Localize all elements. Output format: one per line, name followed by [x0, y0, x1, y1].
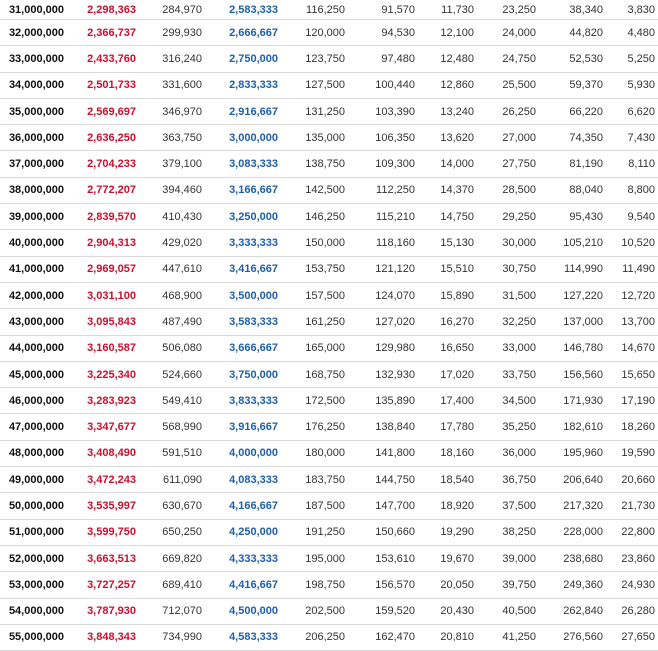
income-tax-cell: 114,990: [540, 256, 607, 282]
employment-insurance-cell: 28,500: [478, 177, 540, 203]
table-row: [0, 98, 658, 124]
monthly-net-pay-cell: 3,347,677: [68, 414, 140, 440]
monthly-net-pay-cell: 3,848,343: [68, 624, 140, 650]
health-insurance-cell: 153,610: [349, 545, 419, 571]
total-deduction-cell: 410,430: [140, 204, 206, 230]
annual-salary-cell: 54,000,000: [0, 598, 68, 624]
income-tax-cell: 156,560: [540, 361, 607, 387]
national-pension-cell: 161,250: [282, 309, 349, 335]
long-term-care-cell: 11,730: [419, 0, 478, 20]
long-term-care-cell: 14,370: [419, 177, 478, 203]
employment-insurance-cell: 23,250: [478, 0, 540, 20]
monthly-net-pay-cell: 2,772,207: [68, 177, 140, 203]
local-income-tax-cell: 8,800: [607, 177, 658, 203]
table-row: [0, 177, 658, 203]
income-tax-cell: 171,930: [540, 388, 607, 414]
total-deduction-cell: 429,020: [140, 230, 206, 256]
local-income-tax-cell: 20,660: [607, 467, 658, 493]
monthly-salary-cell: 3,083,333: [206, 151, 282, 177]
income-tax-cell: 59,370: [540, 72, 607, 98]
health-insurance-cell: 106,350: [349, 125, 419, 151]
table-row: [0, 388, 658, 414]
monthly-salary-cell: 2,833,333: [206, 72, 282, 98]
annual-salary-cell: 51,000,000: [0, 519, 68, 545]
total-deduction-cell: 524,660: [140, 361, 206, 387]
employment-insurance-cell: 36,750: [478, 467, 540, 493]
long-term-care-cell: 18,160: [419, 440, 478, 466]
total-deduction-cell: 669,820: [140, 545, 206, 571]
monthly-net-pay-cell: 3,727,257: [68, 572, 140, 598]
income-tax-cell: 74,350: [540, 125, 607, 151]
local-income-tax-cell: 26,280: [607, 598, 658, 624]
health-insurance-cell: 91,570: [349, 0, 419, 20]
table-row: [0, 598, 658, 624]
table-row: [0, 20, 658, 46]
monthly-salary-cell: 3,666,667: [206, 335, 282, 361]
table-row: [0, 493, 658, 519]
national-pension-cell: 131,250: [282, 98, 349, 124]
monthly-salary-cell: 3,166,667: [206, 177, 282, 203]
monthly-salary-cell: 4,166,667: [206, 493, 282, 519]
health-insurance-cell: 159,520: [349, 598, 419, 624]
local-income-tax-cell: 13,700: [607, 309, 658, 335]
employment-insurance-cell: 27,000: [478, 125, 540, 151]
national-pension-cell: 202,500: [282, 598, 349, 624]
long-term-care-cell: 17,400: [419, 388, 478, 414]
monthly-salary-cell: 3,583,333: [206, 309, 282, 335]
total-deduction-cell: 346,970: [140, 98, 206, 124]
health-insurance-cell: 109,300: [349, 151, 419, 177]
total-deduction-cell: 734,990: [140, 624, 206, 650]
monthly-net-pay-cell: 3,599,750: [68, 519, 140, 545]
monthly-salary-cell: 3,000,000: [206, 125, 282, 151]
annual-salary-cell: 55,000,000: [0, 624, 68, 650]
monthly-net-pay-cell: 2,501,733: [68, 72, 140, 98]
long-term-care-cell: 13,240: [419, 98, 478, 124]
national-pension-cell: 206,250: [282, 624, 349, 650]
local-income-tax-cell: 5,250: [607, 46, 658, 72]
employment-insurance-cell: 41,250: [478, 624, 540, 650]
health-insurance-cell: 150,660: [349, 519, 419, 545]
total-deduction-cell: 568,990: [140, 414, 206, 440]
table-row: [0, 256, 658, 282]
national-pension-cell: 127,500: [282, 72, 349, 98]
monthly-salary-cell: 4,416,667: [206, 572, 282, 598]
health-insurance-cell: 112,250: [349, 177, 419, 203]
employment-insurance-cell: 40,500: [478, 598, 540, 624]
monthly-salary-cell: 3,250,000: [206, 204, 282, 230]
monthly-net-pay-cell: 2,904,313: [68, 230, 140, 256]
annual-salary-cell: 36,000,000: [0, 125, 68, 151]
annual-salary-cell: 39,000,000: [0, 204, 68, 230]
monthly-net-pay-cell: 2,366,737: [68, 20, 140, 46]
employment-insurance-cell: 39,000: [478, 545, 540, 571]
employment-insurance-cell: 38,250: [478, 519, 540, 545]
long-term-care-cell: 18,920: [419, 493, 478, 519]
monthly-net-pay-cell: 2,636,250: [68, 125, 140, 151]
local-income-tax-cell: 6,620: [607, 98, 658, 124]
table-row: [0, 125, 658, 151]
long-term-care-cell: 20,430: [419, 598, 478, 624]
national-pension-cell: 146,250: [282, 204, 349, 230]
total-deduction-cell: 316,240: [140, 46, 206, 72]
local-income-tax-cell: 14,670: [607, 335, 658, 361]
annual-salary-cell: 42,000,000: [0, 282, 68, 308]
monthly-net-pay-cell: 2,298,363: [68, 0, 140, 20]
national-pension-cell: 172,500: [282, 388, 349, 414]
annual-salary-cell: 34,000,000: [0, 72, 68, 98]
health-insurance-cell: 162,470: [349, 624, 419, 650]
monthly-salary-cell: 4,083,333: [206, 467, 282, 493]
long-term-care-cell: 15,510: [419, 256, 478, 282]
national-pension-cell: 191,250: [282, 519, 349, 545]
monthly-salary-cell: 3,416,667: [206, 256, 282, 282]
national-pension-cell: 176,250: [282, 414, 349, 440]
monthly-net-pay-cell: 3,095,843: [68, 309, 140, 335]
national-pension-cell: 116,250: [282, 0, 349, 20]
long-term-care-cell: 13,620: [419, 125, 478, 151]
monthly-net-pay-cell: 2,969,057: [68, 256, 140, 282]
table-row: [0, 414, 658, 440]
income-tax-cell: 38,340: [540, 0, 607, 20]
local-income-tax-cell: 9,540: [607, 204, 658, 230]
local-income-tax-cell: 15,650: [607, 361, 658, 387]
annual-salary-cell: 49,000,000: [0, 467, 68, 493]
annual-salary-cell: 33,000,000: [0, 46, 68, 72]
monthly-salary-cell: 3,500,000: [206, 282, 282, 308]
employment-insurance-cell: 27,750: [478, 151, 540, 177]
total-deduction-cell: 506,080: [140, 335, 206, 361]
employment-insurance-cell: 30,750: [478, 256, 540, 282]
annual-salary-cell: 41,000,000: [0, 256, 68, 282]
health-insurance-cell: 129,980: [349, 335, 419, 361]
national-pension-cell: 138,750: [282, 151, 349, 177]
local-income-tax-cell: 27,650: [607, 624, 658, 650]
annual-salary-cell: 38,000,000: [0, 177, 68, 203]
income-tax-cell: 127,220: [540, 282, 607, 308]
total-deduction-cell: 468,900: [140, 282, 206, 308]
monthly-salary-cell: 3,833,333: [206, 388, 282, 414]
health-insurance-cell: 138,840: [349, 414, 419, 440]
income-tax-cell: 88,040: [540, 177, 607, 203]
monthly-net-pay-cell: 3,472,243: [68, 467, 140, 493]
national-pension-cell: 135,000: [282, 125, 349, 151]
long-term-care-cell: 15,130: [419, 230, 478, 256]
income-tax-cell: 137,000: [540, 309, 607, 335]
employment-insurance-cell: 32,250: [478, 309, 540, 335]
long-term-care-cell: 17,780: [419, 414, 478, 440]
annual-salary-cell: 50,000,000: [0, 493, 68, 519]
employment-insurance-cell: 24,000: [478, 20, 540, 46]
total-deduction-cell: 394,460: [140, 177, 206, 203]
health-insurance-cell: 135,890: [349, 388, 419, 414]
total-deduction-cell: 331,600: [140, 72, 206, 98]
national-pension-cell: 180,000: [282, 440, 349, 466]
annual-salary-cell: 31,000,000: [0, 0, 68, 20]
health-insurance-cell: 147,700: [349, 493, 419, 519]
monthly-net-pay-cell: 3,283,923: [68, 388, 140, 414]
health-insurance-cell: 118,160: [349, 230, 419, 256]
table-row: [0, 204, 658, 230]
income-tax-cell: 95,430: [540, 204, 607, 230]
national-pension-cell: 198,750: [282, 572, 349, 598]
local-income-tax-cell: 21,730: [607, 493, 658, 519]
long-term-care-cell: 16,270: [419, 309, 478, 335]
long-term-care-cell: 15,890: [419, 282, 478, 308]
income-tax-cell: 276,560: [540, 624, 607, 650]
monthly-net-pay-cell: 3,535,997: [68, 493, 140, 519]
employment-insurance-cell: 37,500: [478, 493, 540, 519]
monthly-net-pay-cell: 2,839,570: [68, 204, 140, 230]
monthly-net-pay-cell: 2,433,760: [68, 46, 140, 72]
local-income-tax-cell: 12,720: [607, 282, 658, 308]
monthly-salary-cell: 4,333,333: [206, 545, 282, 571]
annual-salary-cell: 47,000,000: [0, 414, 68, 440]
national-pension-cell: 123,750: [282, 46, 349, 72]
income-tax-cell: 217,320: [540, 493, 607, 519]
local-income-tax-cell: 3,830: [607, 0, 658, 20]
monthly-net-pay-cell: 3,787,930: [68, 598, 140, 624]
table-row: [0, 572, 658, 598]
employment-insurance-cell: 36,000: [478, 440, 540, 466]
local-income-tax-cell: 24,930: [607, 572, 658, 598]
total-deduction-cell: 591,510: [140, 440, 206, 466]
long-term-care-cell: 18,540: [419, 467, 478, 493]
table-row: [0, 309, 658, 335]
table-row: [0, 361, 658, 387]
annual-salary-cell: 35,000,000: [0, 98, 68, 124]
national-pension-cell: 142,500: [282, 177, 349, 203]
national-pension-cell: 120,000: [282, 20, 349, 46]
national-pension-cell: 195,000: [282, 545, 349, 571]
table-row: [0, 282, 658, 308]
table-row: [0, 0, 658, 20]
table-row: [0, 335, 658, 361]
employment-insurance-cell: 24,750: [478, 46, 540, 72]
monthly-salary-cell: 4,500,000: [206, 598, 282, 624]
health-insurance-cell: 144,750: [349, 467, 419, 493]
health-insurance-cell: 100,440: [349, 72, 419, 98]
table-row: [0, 230, 658, 256]
local-income-tax-cell: 23,860: [607, 545, 658, 571]
table-row: [0, 72, 658, 98]
monthly-salary-cell: 3,750,000: [206, 361, 282, 387]
long-term-care-cell: 14,750: [419, 204, 478, 230]
local-income-tax-cell: 5,930: [607, 72, 658, 98]
monthly-salary-cell: 2,666,667: [206, 20, 282, 46]
table-row: [0, 151, 658, 177]
long-term-care-cell: 20,050: [419, 572, 478, 598]
monthly-salary-cell: 4,583,333: [206, 624, 282, 650]
health-insurance-cell: 132,930: [349, 361, 419, 387]
annual-salary-cell: 46,000,000: [0, 388, 68, 414]
local-income-tax-cell: 10,520: [607, 230, 658, 256]
total-deduction-cell: 299,930: [140, 20, 206, 46]
table-row: [0, 467, 658, 493]
long-term-care-cell: 12,860: [419, 72, 478, 98]
total-deduction-cell: 549,410: [140, 388, 206, 414]
health-insurance-cell: 94,530: [349, 20, 419, 46]
annual-salary-cell: 53,000,000: [0, 572, 68, 598]
health-insurance-cell: 156,570: [349, 572, 419, 598]
income-tax-cell: 206,640: [540, 467, 607, 493]
health-insurance-cell: 115,210: [349, 204, 419, 230]
monthly-salary-cell: 3,916,667: [206, 414, 282, 440]
annual-salary-cell: 44,000,000: [0, 335, 68, 361]
health-insurance-cell: 97,480: [349, 46, 419, 72]
total-deduction-cell: 363,750: [140, 125, 206, 151]
long-term-care-cell: 16,650: [419, 335, 478, 361]
monthly-salary-cell: 3,333,333: [206, 230, 282, 256]
health-insurance-cell: 127,020: [349, 309, 419, 335]
employment-insurance-cell: 26,250: [478, 98, 540, 124]
annual-salary-cell: 43,000,000: [0, 309, 68, 335]
monthly-net-pay-cell: 3,031,100: [68, 282, 140, 308]
income-tax-cell: 182,610: [540, 414, 607, 440]
local-income-tax-cell: 17,190: [607, 388, 658, 414]
employment-insurance-cell: 30,000: [478, 230, 540, 256]
monthly-net-pay-cell: 3,225,340: [68, 361, 140, 387]
national-pension-cell: 150,000: [282, 230, 349, 256]
long-term-care-cell: 17,020: [419, 361, 478, 387]
national-pension-cell: 157,500: [282, 282, 349, 308]
employment-insurance-cell: 39,750: [478, 572, 540, 598]
long-term-care-cell: 12,100: [419, 20, 478, 46]
total-deduction-cell: 611,090: [140, 467, 206, 493]
long-term-care-cell: 19,670: [419, 545, 478, 571]
total-deduction-cell: 284,970: [140, 0, 206, 20]
table-row: [0, 545, 658, 571]
local-income-tax-cell: 19,590: [607, 440, 658, 466]
income-tax-cell: 146,780: [540, 335, 607, 361]
local-income-tax-cell: 4,480: [607, 20, 658, 46]
income-tax-cell: 52,530: [540, 46, 607, 72]
national-pension-cell: 168,750: [282, 361, 349, 387]
annual-salary-cell: 37,000,000: [0, 151, 68, 177]
long-term-care-cell: 20,810: [419, 624, 478, 650]
total-deduction-cell: 689,410: [140, 572, 206, 598]
local-income-tax-cell: 7,430: [607, 125, 658, 151]
total-deduction-cell: 712,070: [140, 598, 206, 624]
table-row: [0, 440, 658, 466]
income-tax-cell: 249,360: [540, 572, 607, 598]
local-income-tax-cell: 8,110: [607, 151, 658, 177]
monthly-salary-cell: 4,000,000: [206, 440, 282, 466]
long-term-care-cell: 19,290: [419, 519, 478, 545]
national-pension-cell: 165,000: [282, 335, 349, 361]
annual-salary-cell: 48,000,000: [0, 440, 68, 466]
monthly-net-pay-cell: 2,704,233: [68, 151, 140, 177]
income-tax-cell: 81,190: [540, 151, 607, 177]
table-row: [0, 624, 658, 650]
monthly-salary-cell: 2,750,000: [206, 46, 282, 72]
health-insurance-cell: 141,800: [349, 440, 419, 466]
health-insurance-cell: 121,120: [349, 256, 419, 282]
employment-insurance-cell: 35,250: [478, 414, 540, 440]
monthly-net-pay-cell: 3,408,490: [68, 440, 140, 466]
income-tax-cell: 195,960: [540, 440, 607, 466]
employment-insurance-cell: 33,750: [478, 361, 540, 387]
employment-insurance-cell: 29,250: [478, 204, 540, 230]
health-insurance-cell: 103,390: [349, 98, 419, 124]
monthly-net-pay-cell: 2,569,697: [68, 98, 140, 124]
annual-salary-cell: 40,000,000: [0, 230, 68, 256]
total-deduction-cell: 447,610: [140, 256, 206, 282]
income-tax-cell: 262,840: [540, 598, 607, 624]
total-deduction-cell: 379,100: [140, 151, 206, 177]
local-income-tax-cell: 18,260: [607, 414, 658, 440]
monthly-net-pay-cell: 3,160,587: [68, 335, 140, 361]
employment-insurance-cell: 34,500: [478, 388, 540, 414]
annual-salary-cell: 52,000,000: [0, 545, 68, 571]
employment-insurance-cell: 33,000: [478, 335, 540, 361]
income-tax-cell: 105,210: [540, 230, 607, 256]
monthly-salary-cell: 2,583,333: [206, 0, 282, 20]
table-row: [0, 46, 658, 72]
income-tax-cell: 66,220: [540, 98, 607, 124]
total-deduction-cell: 487,490: [140, 309, 206, 335]
total-deduction-cell: 630,670: [140, 493, 206, 519]
national-pension-cell: 183,750: [282, 467, 349, 493]
annual-salary-cell: 45,000,000: [0, 361, 68, 387]
long-term-care-cell: 12,480: [419, 46, 478, 72]
total-deduction-cell: 650,250: [140, 519, 206, 545]
local-income-tax-cell: 11,490: [607, 256, 658, 282]
annual-salary-cell: 32,000,000: [0, 20, 68, 46]
national-pension-cell: 187,500: [282, 493, 349, 519]
health-insurance-cell: 124,070: [349, 282, 419, 308]
income-tax-cell: 44,820: [540, 20, 607, 46]
table-row: [0, 519, 658, 545]
monthly-salary-cell: 2,916,667: [206, 98, 282, 124]
income-tax-cell: 228,000: [540, 519, 607, 545]
monthly-net-pay-cell: 3,663,513: [68, 545, 140, 571]
employment-insurance-cell: 25,500: [478, 72, 540, 98]
monthly-salary-cell: 4,250,000: [206, 519, 282, 545]
income-tax-cell: 238,680: [540, 545, 607, 571]
employment-insurance-cell: 31,500: [478, 282, 540, 308]
national-pension-cell: 153,750: [282, 256, 349, 282]
long-term-care-cell: 14,000: [419, 151, 478, 177]
local-income-tax-cell: 22,800: [607, 519, 658, 545]
